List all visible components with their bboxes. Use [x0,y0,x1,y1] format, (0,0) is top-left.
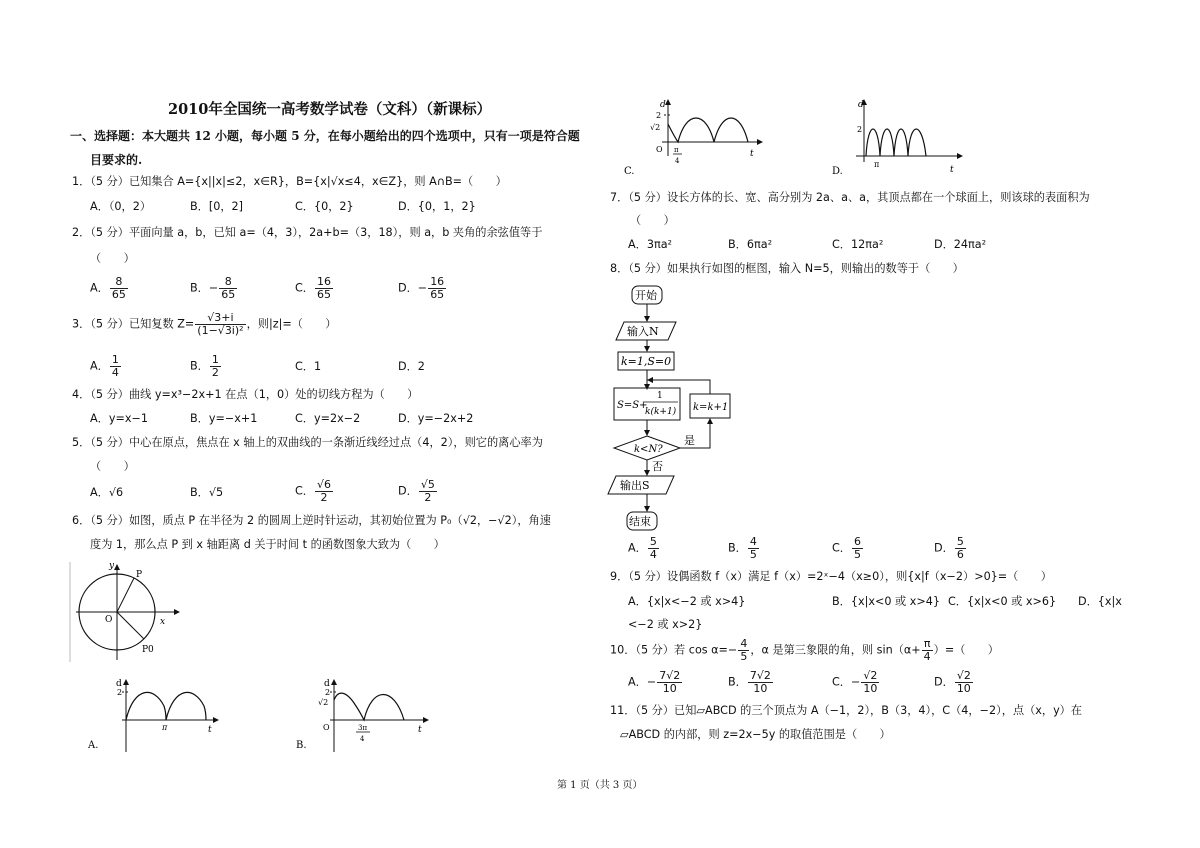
section-heading-cont: 目要求的. [90,153,143,167]
q1-option-a: A．（0，2） [90,200,152,213]
q3-option-b: B． $\frac{1}{2}$ [190,353,219,379]
q9-option-b: B．{x|x<0 或 x>4} [832,595,941,608]
q11-stem: 11．（5 分）已知▱ABCD 的三个顶点为 A（−1，2），B（3，4），C（4，−2），点（x，y）在 [610,704,1083,717]
curve [126,692,206,720]
curve [668,118,748,142]
q3-stem: 3．（5 分）已知复数 Z= $\frac{√3+i}{\text{(1−√3i)²}}$ ，则|z|=（ ） [72,311,337,337]
q6-circle-figure [68,560,188,664]
flow-yes: 是 [684,434,695,447]
flow-cond: k<N? [634,444,663,455]
q10-option-c: C．− $\frac{√2}{10}$ [832,669,878,695]
flow-input: 输入N [627,325,659,338]
option-label: C. [624,166,635,177]
flow-update-s-num: 1 [657,391,663,401]
q1-option-b: B．[0，2] [190,200,244,213]
q6-graph-b [294,676,434,756]
tick-2: 2 [117,688,123,697]
flow-output: 输出S [620,479,650,492]
flow-update-s-den: k(k+1) [645,407,677,417]
axis-d: d [116,679,122,689]
fig-y-label: y [109,561,115,571]
q7-blank: （ ） [630,214,675,227]
q6-stem-cont: 度为 1，那么点 P 到 x 轴距离 d 关于时间 t 的函数图象大致为（ ） [90,538,445,551]
origin: O [323,723,330,732]
flow-init: k=1,S=0 [621,355,672,368]
q3-option-a: A． $\frac{1}{4}$ [90,353,119,379]
fig-origin-label: O [105,615,113,625]
flow-update-k: k=k+1 [693,402,729,413]
section-heading: 一、选择题：本大题共 12 小题，每小题 5 分，在每小题给出的四个选项中，只有一项是符合题 [70,129,580,143]
tick-den: 4 [675,157,680,165]
q5-stem: 5．（5 分）中心在原点，焦点在 x 轴上的双曲线的一条渐近线经过点（4，2），则它的离心率为 [72,436,543,449]
axis-d: d [858,100,864,110]
axis-d: d [324,679,330,689]
tick-2: 2 [857,125,863,134]
curve [334,693,404,720]
q4-option-a: A．y=x−1 [90,412,148,425]
q5-option-a: A．√6 [90,486,124,499]
q9-option-d: D．{x|x [1078,595,1122,608]
q4-stem: 4．（5 分）曲线 y=x³−2x+1 在点（1，0）处的切线方程为（ ） [72,388,419,401]
page-footer: 第 1 页（共 3 页） [557,780,643,791]
fig-x-label: x [160,617,166,627]
q2-option-c: C． $\frac{16}{65}$ [295,275,331,301]
option-label: D. [832,166,843,177]
axis-t: t [418,725,422,735]
origin: O [656,145,663,154]
tick-den: 4 [360,735,365,743]
q4-option-c: C．y=2x−2 [295,412,361,425]
tick-2: 2 [656,111,662,120]
q3-option-c: C．1 [295,360,322,373]
q8-option-d: D． $\frac{5}{6}$ [934,535,964,561]
q4-option-d: D．y=−2x+2 [398,412,474,425]
radius-p [117,578,134,612]
q1-option-d: D．{0，1，2} [398,200,476,213]
q10-option-d: D． $\frac{√2}{10}$ [934,669,971,695]
q2-option-d: D．− $\frac{16}{65}$ [398,275,445,301]
fig-p-label: P [136,570,143,580]
q2-blank: （ ） [90,252,135,265]
radius-p0 [117,612,144,639]
q8-stem: 8．（5 分）如果执行如图的框图，输入 N=5，则输出的数等于（ ） [610,262,964,275]
page-title: 2010年全国统一高考数学试卷（文科）（新课标） [168,101,492,118]
q10-option-b: B． $\frac{7√2}{10}$ [728,669,771,695]
tick-num: 3π [358,724,368,732]
q6-graph-c [622,96,772,178]
q1-option-c: C．{0，2} [295,200,354,213]
q5-option-d: D． $\frac{√5}{2}$ [398,478,435,504]
q2-option-b: B．− $\frac{8}{65}$ [190,275,236,301]
q1-stem: 1．（5 分）已知集合 A={x||x|≤2，x∈R}，B={x|√x≤4，x∈Z}，则 A∩B=（ ） [72,175,507,188]
q10-option-a: A．− $\frac{7√2}{10}$ [628,669,681,695]
axis-d: d [660,100,666,110]
q6-graph-d [830,96,970,178]
q8-option-b: B． $\frac{4}{5}$ [728,535,757,561]
q7-option-b: B．6πa² [728,238,773,251]
flow-update-s: S=S+ [617,400,648,411]
tick-pi: π [162,723,168,732]
q7-stem: 7．（5 分）设长方体的长、宽、高分别为 2a、a、a，其顶点都在一个球面上，则该球的表面积为 [610,191,1090,204]
q9-stem: 9．（5 分）设偶函数 f（x）满足 f（x）=2ˣ−4（x≥0），则{x|f（x−2）>0}=（ ） [610,570,1052,583]
axis-t: t [208,725,212,735]
flow-no: 否 [652,460,663,473]
tick-pi: π [874,160,880,169]
q9-option-a: A．{x|x<−2 或 x>4} [628,595,746,608]
q7-option-d: D．24πa² [934,238,987,251]
fig-p0-label: P0 [142,645,154,655]
curve [866,129,926,156]
q8-option-c: C． $\frac{6}{5}$ [832,535,861,561]
q7-option-a: A．3πa² [628,238,673,251]
q9-option-d-cont: <−2 或 x>2} [628,618,703,631]
tick-2: 2 [325,688,331,697]
tick-num: π [674,146,679,154]
option-label: A. [88,740,99,751]
q3-option-d: D．2 [398,360,425,373]
q2-stem: 2．（5 分）平面向量 a，b，已知 a=（4，3），2a+b=（3，18），则 a，b 夹角的余弦值等于 [72,226,543,239]
q6-graph-a [86,676,226,756]
q2-option-a: A． $\frac{8}{65}$ [90,275,126,301]
q11-stem-cont: ▱ABCD 的内部，则 z=2x−5y 的取值范围是（ ） [620,728,891,741]
axis-t: t [950,165,954,175]
q8-option-a: A． $\frac{5}{4}$ [628,535,657,561]
q10-stem: 10．（5 分）若 cos α=− $\frac{4}{5}$ ，α 是第三象限的角，则 sin（α+ $\frac{\pi}{4}$ ）=（ ） [610,637,999,663]
q5-option-b: B．√5 [190,486,224,499]
axis-t: t [750,149,754,159]
q5-option-c: C． $\frac{√6}{2}$ [295,478,332,504]
q5-blank: （ ） [90,460,135,473]
q9-option-c: C．{x|x<0 或 x>6} [948,595,1057,608]
q6-stem: 6．（5 分）如图，质点 P 在半径为 2 的圆周上逆时针运动，其初始位置为 P₀（√2，−√2），角速 [72,514,551,527]
q8-flowchart [604,282,754,534]
q7-option-c: C．12πa² [832,238,884,251]
tick-root2: √2 [318,698,329,707]
option-label: B. [296,740,307,751]
tick-root2: √2 [650,123,661,132]
flow-start: 开始 [635,289,657,302]
flow-end: 结束 [629,515,651,528]
q4-option-b: B．y=−x+1 [190,412,258,425]
